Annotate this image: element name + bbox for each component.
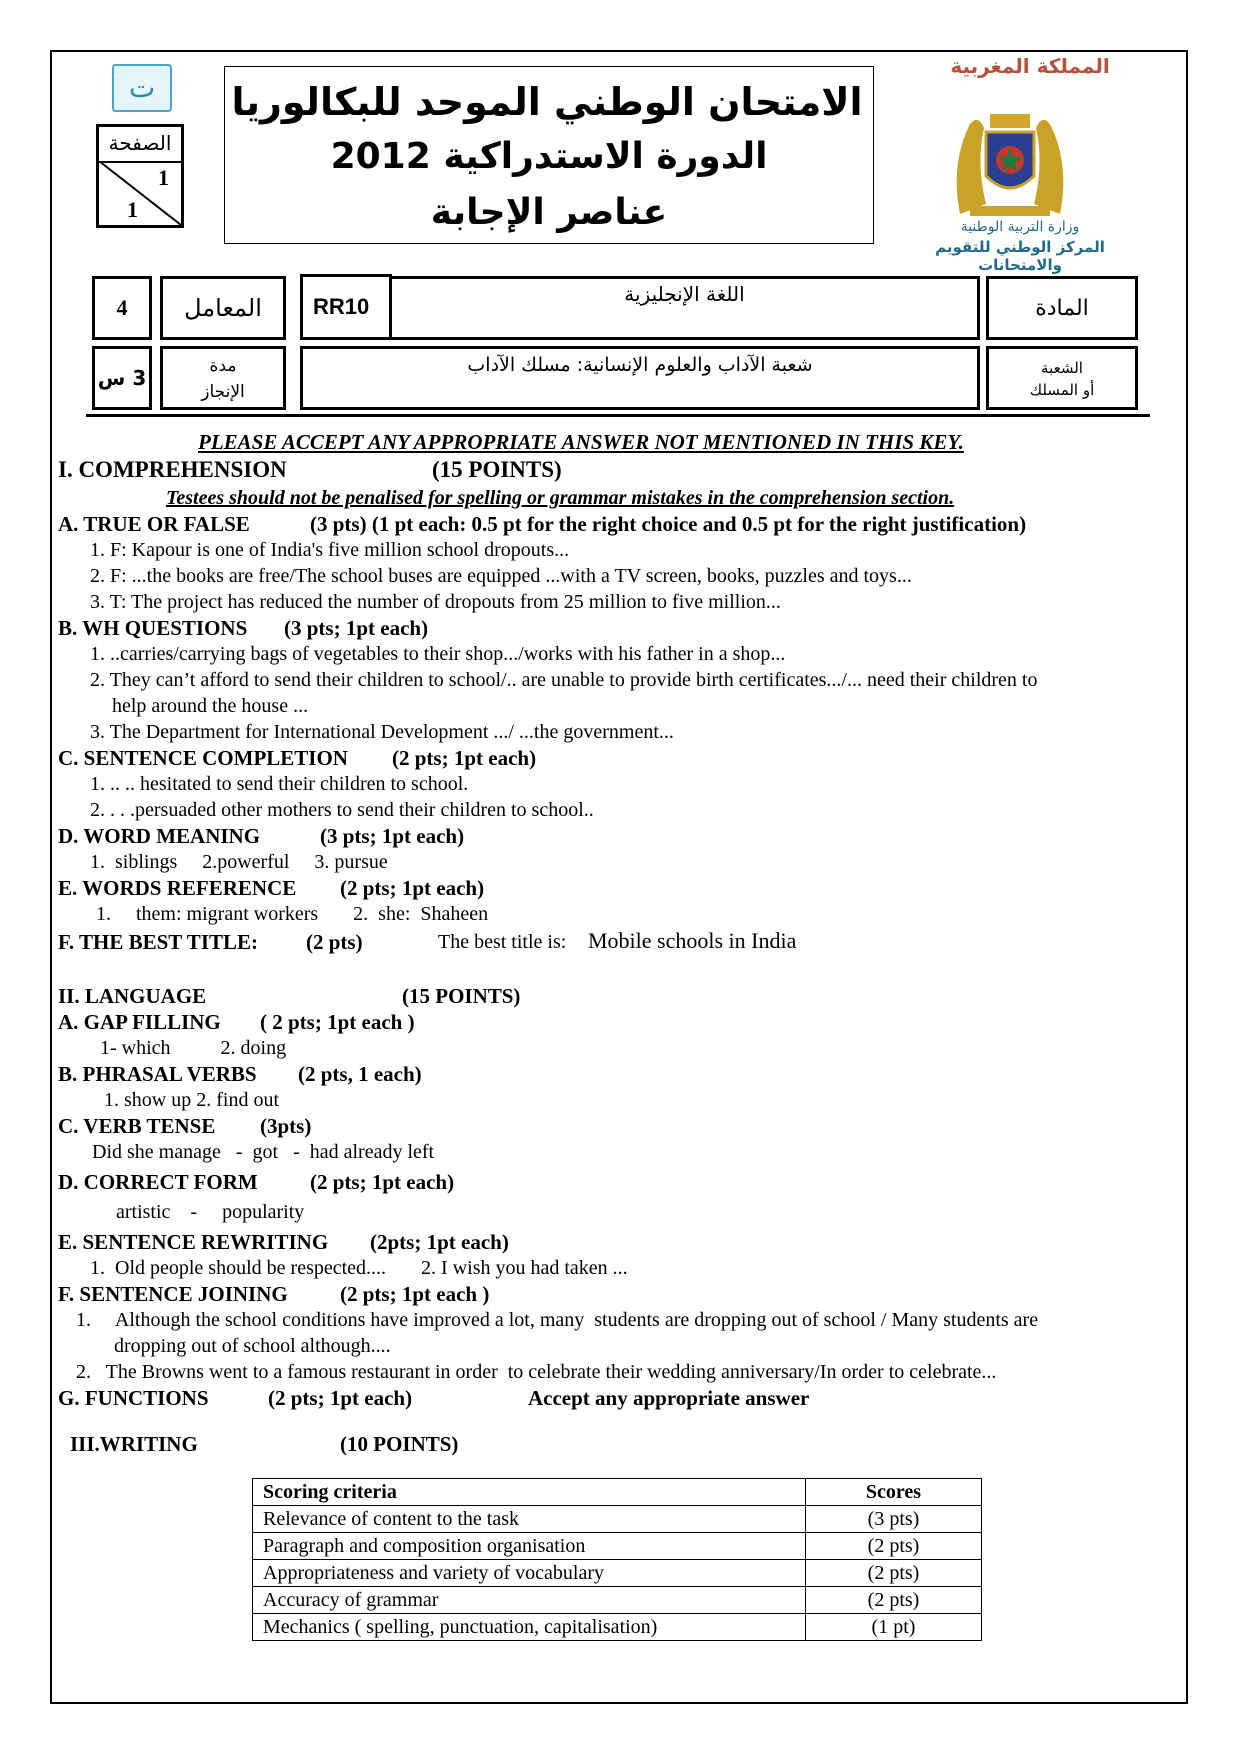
- lang-f-answer1-cont: dropping out of school although....: [114, 1335, 391, 1357]
- writing-points: (10 POINTS): [340, 1432, 459, 1456]
- exam-title: الامتحان الوطني الموحد للبكالوريا: [231, 80, 863, 124]
- exam-session: الدورة الاستدراكية 2012: [330, 136, 768, 177]
- lang-f-title: F. SENTENCE JOINING: [58, 1282, 288, 1306]
- lang-g-title: G. FUNCTIONS: [58, 1386, 209, 1410]
- scoring-table: [252, 1478, 982, 1641]
- answer-a1: 1. F: Kapour is one of India's five million school dropouts...: [90, 539, 570, 561]
- ministry-label: وزارة التربية الوطنية: [960, 219, 1080, 235]
- exam-code: RR10: [300, 274, 392, 340]
- lang-a-title: A. GAP FILLING: [58, 1010, 221, 1034]
- score-cell: (2 pts): [806, 1533, 982, 1560]
- duration-value: 3 س: [92, 346, 152, 410]
- lang-g-note: Accept any appropriate answer: [528, 1386, 810, 1410]
- coefficient-value: 4: [92, 276, 152, 340]
- kingdom-label: المملكة المغربية: [950, 54, 1110, 78]
- branch-label: [986, 346, 1138, 410]
- subject-value: اللغة الإنجليزية: [392, 276, 980, 340]
- criterion-cell: Mechanics ( spelling, punctuation, capitalisation): [253, 1614, 806, 1641]
- writing-title: III.WRITING: [70, 1432, 198, 1456]
- section-c-title: C. SENTENCE COMPLETION: [58, 746, 348, 770]
- lang-e-points: (2pts; 1pt each): [370, 1230, 509, 1254]
- page-total: 1: [127, 197, 138, 222]
- section-a-title: A. TRUE OR FALSE: [58, 512, 250, 536]
- exam-center-logo: ت: [112, 64, 172, 112]
- lang-b-title: B. PHRASAL VERBS: [58, 1062, 257, 1086]
- language-title: II. LANGUAGE: [58, 984, 207, 1008]
- lang-g-points: (2 pts; 1pt each): [268, 1386, 413, 1410]
- table-row: [253, 1506, 982, 1533]
- section-d-points: (3 pts; 1pt each): [320, 824, 465, 848]
- criterion-cell: Relevance of content to the task: [253, 1506, 806, 1533]
- section-d-title: D. WORD MEANING: [58, 824, 261, 848]
- score-cell: (3 pts): [806, 1506, 982, 1533]
- answer-e1: 1. them: migrant workers 2. she: Shaheen: [96, 903, 489, 925]
- criterion-cell: Accuracy of grammar: [253, 1587, 806, 1614]
- answer-a2: 2. F: ...the books are free/The school buses are equipped ...with a TV screen, books, puzzles and toys...: [90, 565, 912, 587]
- duration-label-line2: الإنجاز: [201, 382, 245, 402]
- lang-e-title: E. SENTENCE REWRITING: [58, 1230, 329, 1254]
- section-e-points: (2 pts; 1pt each): [340, 876, 485, 900]
- duration-label: [160, 346, 286, 410]
- answer-c2: 2. . . .persuaded other mothers to send their children to school..: [90, 799, 594, 821]
- table-row: [253, 1587, 982, 1614]
- score-cell: (2 pts): [806, 1560, 982, 1587]
- score-cell: (2 pts): [806, 1587, 982, 1614]
- lang-c-title: C. VERB TENSE: [58, 1114, 216, 1138]
- comprehension-points: (15 POINTS): [432, 457, 562, 482]
- table-row: [253, 1560, 982, 1587]
- answer-key-notice: PLEASE ACCEPT ANY APPROPRIATE ANSWER NOT MENTIONED IN THIS KEY.: [198, 430, 964, 454]
- answer-b2: 2. They can’t afford to send their children to school/.. are unable to provide birth certificates.../... need their children to: [90, 669, 1038, 691]
- branch-label-line1: الشعبة: [1041, 359, 1083, 377]
- best-title-answer: Mobile schools in India: [588, 928, 797, 953]
- page-number: 1: [158, 165, 169, 190]
- lang-c-points: (3pts): [260, 1114, 312, 1138]
- section-b-title: B. WH QUESTIONS: [58, 616, 248, 640]
- lang-d-points: (2 pts; 1pt each): [310, 1170, 455, 1194]
- lang-d-title: D. CORRECT FORM: [58, 1170, 258, 1194]
- lang-b-points: (2 pts, 1 each): [298, 1062, 422, 1086]
- comprehension-title: I. COMPREHENSION: [58, 457, 287, 482]
- branch-value: شعبة الآداب والعلوم الإنسانية: مسلك الآداب: [300, 346, 980, 410]
- lang-d-answers: artistic - popularity: [116, 1201, 305, 1223]
- answer-key-title: عناصر الإجابة: [430, 192, 668, 233]
- answer-b1: 1. ..carries/carrying bags of vegetables to their shop.../works with his father in a shop...: [90, 643, 786, 665]
- score-cell: (1 pt): [806, 1614, 982, 1641]
- lang-f-answer2: 2. The Browns went to a famous restaurant in order to celebrate their wedding anniversary/In order to celebrate...: [76, 1361, 997, 1383]
- scores-header: Scores: [806, 1479, 982, 1506]
- lang-e-answers: 1. Old people should be respected.... 2. I wish you had taken ...: [90, 1257, 628, 1279]
- section-f-title: F. THE BEST TITLE:: [58, 930, 259, 954]
- answer-d1: 1. siblings 2.powerful 3. pursue: [90, 851, 388, 873]
- table-row: [253, 1614, 982, 1641]
- lang-f-points: (2 pts; 1pt each ): [340, 1282, 490, 1306]
- subject-label: المادة: [986, 276, 1138, 340]
- answer-c1: 1. .. .. hesitated to send their children to school.: [90, 773, 469, 795]
- lang-a-answers: 1- which 2. doing: [100, 1037, 287, 1059]
- section-b-points: (3 pts; 1pt each): [284, 616, 429, 640]
- lang-b-answers: 1. show up 2. find out: [104, 1089, 279, 1111]
- section-f-points: (2 pts): [306, 930, 363, 954]
- answer-b3: 3. The Department for International Development .../ ...the government...: [90, 721, 674, 743]
- page-number-box: [96, 124, 184, 228]
- evaluation-center-label: المركز الوطني للتقويم والامتحانات: [935, 238, 1105, 274]
- comprehension-note-text: Testees should not be penalised for spelling or grammar mistakes in the comprehension section: [166, 487, 950, 509]
- scoring-header-row: [253, 1479, 982, 1506]
- header-divider: [86, 414, 1150, 417]
- best-title-label: The best title is:: [438, 931, 567, 953]
- coefficient-label: المعامل: [160, 276, 286, 340]
- answer-b2-cont: help around the house ...: [112, 695, 309, 717]
- table-row: [253, 1533, 982, 1560]
- comprehension-note: Testees should not be penalised for spelling or grammar mistakes in the comprehension section.: [166, 487, 955, 509]
- branch-label-line2: أو المسلك: [1029, 381, 1095, 399]
- section-e-title: E. WORDS REFERENCE: [58, 876, 297, 900]
- criterion-cell: Appropriateness and variety of vocabulary: [253, 1560, 806, 1587]
- lang-a-points: ( 2 pts; 1pt each ): [260, 1010, 415, 1034]
- answer-a3: 3. T: The project has reduced the number of dropouts from 25 million to five million...: [90, 591, 781, 613]
- duration-label-line1: مدة: [209, 356, 237, 376]
- lang-c-answers: Did she manage - got - had already left: [92, 1141, 435, 1163]
- exam-title-box: [224, 66, 874, 244]
- coat-of-arms-icon: [940, 84, 1080, 224]
- criterion-cell: Paragraph and composition organisation: [253, 1533, 806, 1560]
- section-c-points: (2 pts; 1pt each): [392, 746, 537, 770]
- criteria-header: Scoring criteria: [253, 1479, 806, 1506]
- section-a-points: (3 pts) (1 pt each: 0.5 pt for the right choice and 0.5 pt for the right justification): [310, 512, 1027, 536]
- lang-f-answer1: 1. Although the school conditions have improved a lot, many students are dropping out of school / Many students are: [76, 1309, 1039, 1331]
- language-points: (15 POINTS): [402, 984, 521, 1008]
- page-label: الصفحة: [99, 127, 181, 163]
